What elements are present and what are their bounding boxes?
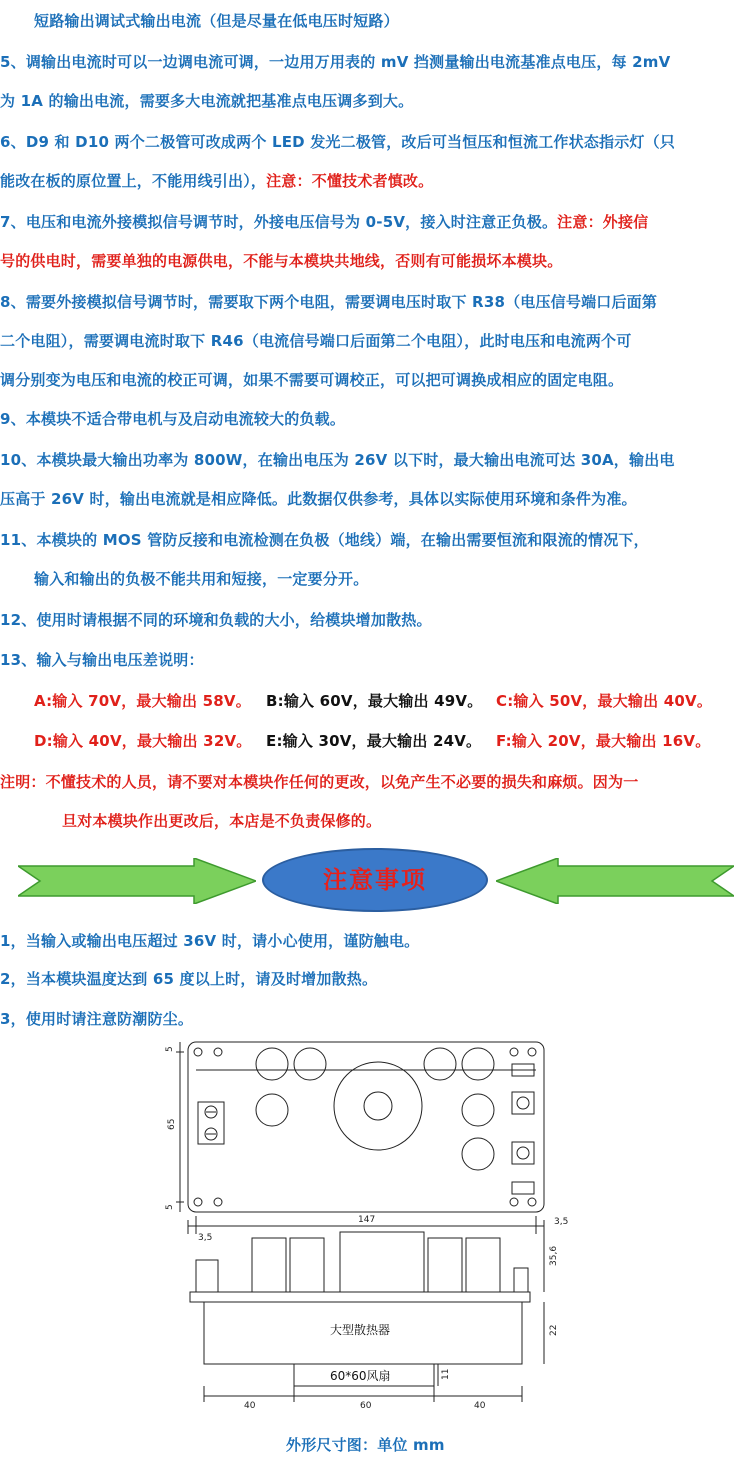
caution-2: 2，当本模块温度达到 65 度以上时，请及时增加散热。 [0, 970, 378, 988]
item-12-line: 12、使用时请根据不同的环境和负载的大小，给模块增加散热。 [0, 611, 432, 629]
capacitor [462, 1138, 494, 1170]
capacitor [462, 1094, 494, 1126]
item-7-line-2: 号的供电时，需要单独的电源供电，不能与本模块共地线，否则有可能损坏本模块。 [0, 252, 563, 270]
voltage-b: B:输入 60V，最大输出 49V。 [266, 692, 483, 710]
mount-hole [528, 1198, 536, 1206]
item-11-line-2: 输入和输出的负极不能共用和短接，一定要分开。 [34, 570, 369, 588]
mount-hole [510, 1198, 518, 1206]
item-5-line-1: 5、调输出电流时可以一边调电流可调，一边用万用表的 mV 挡测量输出电流基准点电压，每 2mV [0, 53, 671, 71]
disclaimer-line-2: 旦对本模块作出更改后，本店是不负责保修的。 [62, 812, 382, 830]
item-9-line: 9、本模块不适合带电机与及启动电流较大的负载。 [0, 410, 346, 428]
voltage-row-1 [34, 682, 750, 720]
dim-147: 147 [358, 1215, 376, 1225]
line-short-circuit-note: 短路输出调试式输出电流（但是尽量在低电压时短路） [34, 12, 399, 30]
dimension-drawing [0, 1030, 750, 1430]
potentiometer [512, 1182, 534, 1194]
mount-hole [528, 1048, 536, 1056]
dim-35-6: 35,6 [549, 1245, 559, 1266]
dim-5-top: 5 [165, 1046, 175, 1052]
dim-40-right: 40 [474, 1401, 486, 1411]
dim-65: 65 [167, 1118, 177, 1130]
right-arrow-icon [496, 858, 734, 904]
item-10-line-2: 压高于 26V 时，输出电流就是相应降低。此数据仅供参考，具体以实际使用环境和条件为准。 [0, 490, 637, 508]
fan-label: 60*60风扇 [330, 1369, 391, 1383]
dim-3-5-left: 3,5 [198, 1233, 213, 1243]
capacitor [424, 1048, 456, 1080]
side-capacitor [290, 1238, 324, 1292]
side-capacitor [428, 1238, 462, 1292]
item-6-text: 能改在板的原位置上，不能用线引出）， [0, 172, 267, 190]
mount-hole [214, 1048, 222, 1056]
voltage-e: E:输入 30V，最大输出 24V。 [266, 732, 482, 750]
item-6-warning: 注意：不懂技术者慎改。 [266, 172, 434, 190]
terminal-block [198, 1102, 224, 1144]
disclaimer-line-1: 注明：不懂技术的人员，请不要对本模块作任何的更改，以免产生不必要的损失和麻烦。因为一 [0, 773, 639, 791]
item-8-line-2: 二个电阻），需要调电流时取下 R46（电流信号端口后面第二个电阻），此时电压和电流两个可 [0, 332, 632, 350]
item-11-line-1: 11、本模块的 MOS 管防反接和电流检测在负极（地线）端，在输出需要恒流和限流的情况下， [0, 531, 649, 549]
side-pot [514, 1268, 528, 1292]
mount-hole [510, 1048, 518, 1056]
side-terminal [196, 1260, 218, 1292]
item-7-line-1 [0, 203, 746, 241]
item-8-line-3: 调分别变为电压和电流的校正可调，如果不需要可调校正，可以把可调换成相应的固定电阻。 [0, 371, 624, 389]
pcb-outline [188, 1042, 544, 1212]
caution-3: 3，使用时请注意防潮防尘。 [0, 1010, 194, 1028]
notice-banner-title: 注意事项 [323, 866, 427, 894]
item-6-line-1: 6、D9 和 D10 两个二极管可改成两个 LED 发光二极管，改后可当恒压和恒流工作状态指示灯（只 [0, 133, 676, 151]
voltage-d: D:输入 40V，最大输出 32V。 [34, 732, 252, 750]
item-10-line-1: 10、本模块最大输出功率为 800W，在输出电压为 26V 以下时，最大输出电流可达 30A，输出电 [0, 451, 675, 469]
voltage-a: A:输入 70V，最大输出 58V。 [34, 692, 251, 710]
item-13-line: 13、输入与输出电压差说明： [0, 651, 204, 669]
mount-hole [214, 1198, 222, 1206]
left-arrow-icon [18, 858, 256, 904]
item-7-warning-start: 注意：外接信 [557, 213, 649, 231]
capacitor [256, 1048, 288, 1080]
inductor-core [364, 1092, 392, 1120]
side-pcb [190, 1292, 530, 1302]
dim-22: 22 [549, 1324, 559, 1336]
side-inductor [340, 1232, 424, 1292]
diagram-caption: 外形尺寸图：单位 mm [286, 1436, 445, 1454]
dim-40-left: 40 [244, 1401, 256, 1411]
mount-hole [194, 1198, 202, 1206]
potentiometer [512, 1092, 534, 1114]
mount-hole [194, 1048, 202, 1056]
side-capacitor [466, 1238, 500, 1292]
capacitor [256, 1094, 288, 1126]
caution-1: 1，当输入或输出电压超过 36V 时，请小心使用，谨防触电。 [0, 932, 420, 950]
capacitor [462, 1048, 494, 1080]
item-6-line-2 [0, 162, 746, 200]
dim-60: 60 [360, 1401, 372, 1411]
dim-11: 11 [441, 1368, 451, 1380]
item-8-line-1: 8、需要外接模拟信号调节时，需要取下两个电阻，需要调电压时取下 R38（电压信号端口后面第 [0, 293, 658, 311]
dim-5-bottom: 5 [165, 1204, 175, 1210]
side-capacitor [252, 1238, 286, 1292]
item-5-line-2: 为 1A 的输出电流，需要多大电流就把基准点电压调多到大。 [0, 92, 414, 110]
voltage-f: F:输入 20V，最大输出 16V。 [496, 732, 711, 750]
dim-3-5-right: 3,5 [554, 1217, 569, 1227]
heatsink-label: 大型散热器 [330, 1323, 391, 1337]
notice-banner [262, 848, 488, 912]
potentiometer [512, 1142, 534, 1164]
voltage-row-2 [34, 722, 750, 760]
item-7-text: 7、电压和电流外接模拟信号调节时，外接电压信号为 0-5V，接入时注意正负极。 [0, 213, 558, 231]
capacitor [294, 1048, 326, 1080]
voltage-c: C:输入 50V，最大输出 40V。 [496, 692, 713, 710]
inductor [334, 1062, 422, 1150]
